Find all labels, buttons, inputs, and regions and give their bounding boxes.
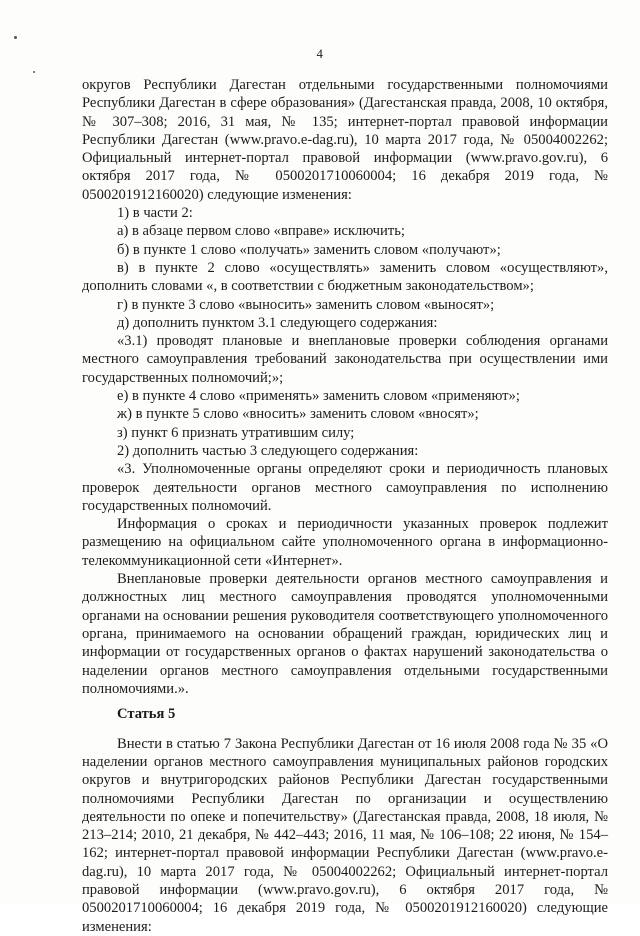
paragraph-quote: «3. Уполномоченные органы определяют сроки и периодичность плановых проверок деятельности органов местного самоуправления по исполнению государственных полномочий. bbox=[82, 461, 608, 514]
page-number: 4 bbox=[316, 47, 324, 61]
paragraph-item: ж) в пункте 5 слово «вносить» заменить словом «вносят»; bbox=[117, 406, 479, 423]
paragraph-item: б) в пункте 1 слово «получать» заменить словом «получают»; bbox=[117, 241, 501, 258]
scan-artifact bbox=[14, 36, 17, 39]
document-body bbox=[82, 76, 608, 936]
scan-artifact bbox=[33, 71, 35, 73]
paragraph-quote: Информация о сроках и периодичности указанных проверок подлежит размещению на официальном сайте уполномоченного органа в информационно-телекоммуникационной сети «Интернет». bbox=[82, 516, 608, 569]
paragraph-continuation: округов Республики Дагестан отдельными государственными полномочиями Республики Дагестан в сфере образования» (Дагестанская правда, 2008, 10 октября, № 307–308; 2016, 31 мая, № 135; интернет-портал правовой информации Республики Дагестан (www.pravo.e-dag.ru), 10 марта 2017 года, № 05004002262; Официальный интернет-портал правовой информации (www.pravo.gov.ru), 6 октября 2017 года, № 0500201710060004; 16 декабря 2019 года, № 0500201912160020) следующие изменения: bbox=[82, 77, 608, 203]
paragraph-quote: «3.1) проводят плановые и внеплановые проверки соблюдения органами местного самоуправления требований законодательства при осуществлении ими государственных полномочий;»; bbox=[82, 333, 608, 386]
paragraph-item: а) в абзаце первом слово «вправе» исключить; bbox=[117, 223, 405, 240]
paragraph-item: д) дополнить пунктом 3.1 следующего содержания: bbox=[117, 314, 438, 331]
paragraph-item: е) в пункте 4 слово «применять» заменить словом «применяют»; bbox=[117, 388, 520, 405]
paragraph-item: з) пункт 6 признать утратившим силу; bbox=[117, 424, 355, 441]
paragraph-item: в) в пункте 2 слово «осуществлять» заменить словом «осуществляют», дополнить словами «, в соответствии с бюджетным законодательством»; bbox=[82, 259, 608, 295]
paragraph-item: 2) дополнить частью 3 следующего содержания: bbox=[117, 442, 419, 459]
paragraph-item: г) в пункте 3 слово «выносить» заменить словом «выносят»; bbox=[117, 296, 495, 313]
paragraph-quote: Внеплановые проверки деятельности органов местного самоуправления и должностных лиц местного самоуправления проводятся уполномоченными органами на основании решения руководителя соответствующего уполномоченного органа, принимаемого на основании обращений граждан, юридических лиц и информации от государственных органов о фактах нарушений законодательства о наделении органов местного самоуправления отдельными государственными полномочиями.». bbox=[82, 571, 608, 697]
paragraph-item: 1) в части 2: bbox=[117, 205, 193, 222]
article-paragraph: Внести в статью 7 Закона Республики Дагестан от 16 июля 2008 года № 35 «О наделении органов местного самоуправления муниципальных районов городских округов и внутригородских районов Республики Дагестан государственными полномочиями Республики Дагестан по организации и осуществлению деятельности по опеке и попечительству» (Дагестанская правда, 2008, 18 июля, № 213–214; 2010, 21 декабря, № 442–443; 2016, 11 мая, № 106–108; 22 июня, № 154–162; интернет-портал правовой информации Республики Дагестан (www.pravo.e-dag.ru), 10 марта 2017 года, № 05004002262; Официальный интернет-портал правовой информации (www.pravo.gov.ru), 6 октября 2017 года, № 0500201710060004; 16 декабря 2019 года, № 0500201912160020) следующие изменения: bbox=[82, 735, 608, 935]
article-heading: Статья 5 bbox=[117, 706, 176, 723]
